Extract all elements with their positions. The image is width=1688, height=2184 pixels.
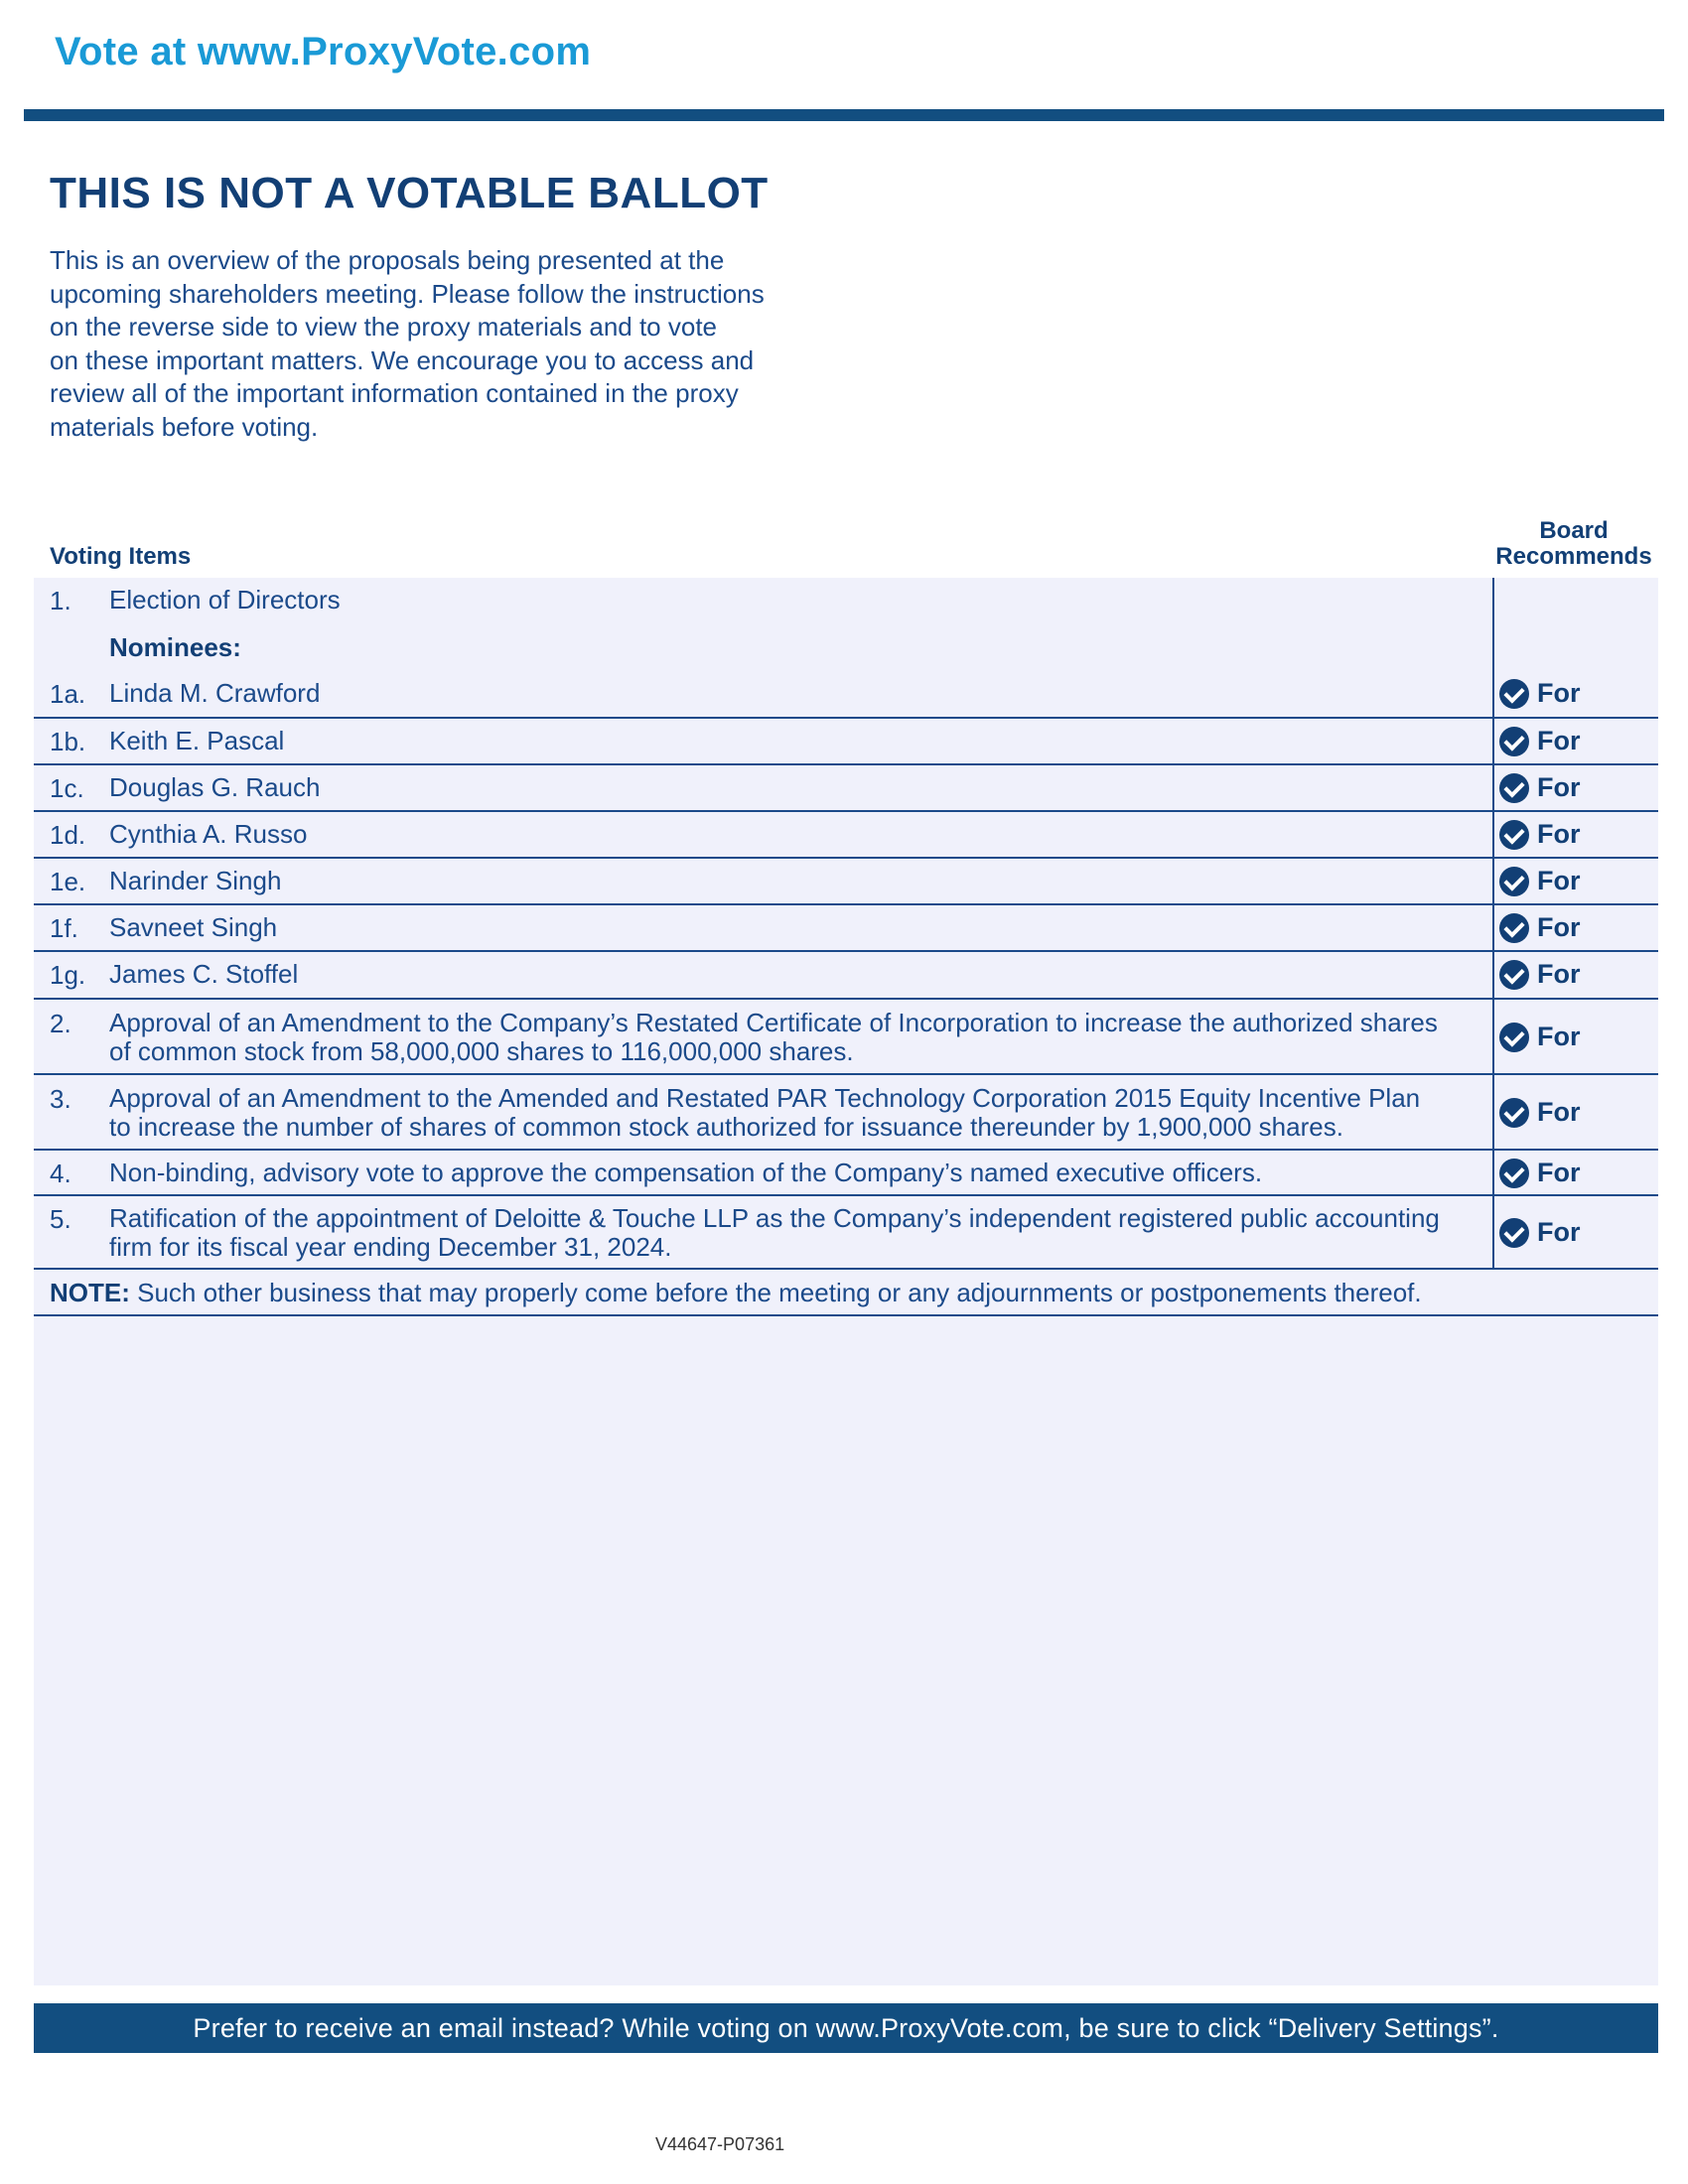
item-text: Election of Directors <box>109 585 341 614</box>
proposal-text <box>109 1204 1489 1262</box>
nominee-row <box>34 812 1658 859</box>
page-title: THIS IS NOT A VOTABLE BALLOT <box>50 169 769 217</box>
check-circle-icon <box>1499 820 1529 850</box>
check-circle-icon <box>1499 913 1529 943</box>
recommendation: For <box>1499 1217 1581 1248</box>
nominee-row <box>34 765 1658 812</box>
recommendation: For <box>1499 912 1581 943</box>
proposal-number: 2. <box>50 1009 71 1038</box>
intro-line: materials before voting. <box>50 411 319 442</box>
note-text: Such other business that may properly come before the meeting or any adjournments or postponements thereof. <box>137 1278 1422 1307</box>
proposal-line: firm for its fiscal year ending December 31, 2024. <box>109 1232 672 1262</box>
board-recommends-header <box>1489 518 1658 570</box>
proposal-line: Approval of an Amendment to the Amended and Restated PAR Technology Corporation 2015 Equity Incentive Plan <box>109 1083 1421 1113</box>
proposal-text <box>109 1009 1489 1066</box>
intro-line: upcoming shareholders meeting. Please follow the instructions <box>50 278 765 309</box>
proposal-text <box>109 1084 1489 1142</box>
delivery-settings-banner <box>34 2003 1658 2053</box>
nominees-label-row <box>34 633 1658 663</box>
recommendation: For <box>1499 1158 1581 1188</box>
nominee-row <box>34 952 1658 1000</box>
nominee-number: 1c. <box>50 773 84 803</box>
intro-line: This is an overview of the proposals being presented at the <box>50 245 725 275</box>
proposal-row <box>34 1151 1658 1196</box>
nominee-name: Douglas G. Rauch <box>109 772 321 802</box>
nominee-row <box>34 905 1658 952</box>
nominee-number: 1d. <box>50 820 86 850</box>
nominee-name: Narinder Singh <box>109 866 282 895</box>
proposal-line: of common stock from 58,000,000 shares to 116,000,000 shares. <box>109 1036 854 1066</box>
proposal-number: 3. <box>50 1084 71 1114</box>
proposal-text <box>109 1159 1489 1187</box>
recommendation: For <box>1499 959 1581 990</box>
intro-line: on the reverse side to view the proxy materials and to vote <box>50 312 718 341</box>
proposal-row <box>34 1000 1658 1075</box>
item-number: 1. <box>50 586 71 615</box>
intro-line: review all of the important information contained in the proxy <box>50 378 739 408</box>
proposal-number: 5. <box>50 1204 71 1234</box>
header-rule <box>24 109 1664 121</box>
nominee-number: 1g. <box>50 960 86 990</box>
proposal-line: Approval of an Amendment to the Company’s Restated Certificate of Incorporation to increase the authorized shares <box>109 1008 1438 1037</box>
nominee-name: James C. Stoffel <box>109 959 299 989</box>
check-circle-icon <box>1499 1218 1529 1248</box>
board-recommends-line1: Board <box>1539 517 1609 544</box>
nominee-row <box>34 859 1658 905</box>
nominees-label: Nominees: <box>109 632 241 662</box>
check-circle-icon <box>1499 1159 1529 1188</box>
document-code: V44647-P07361 <box>655 2134 785 2154</box>
banner-text: Prefer to receive an email instead? While voting on www.ProxyVote.com, be sure to click “Delivery Settings”. <box>193 2012 1499 2043</box>
board-recommends-line2: Recommends <box>1495 543 1652 570</box>
proposal-line: Ratification of the appointment of Deloitte & Touche LLP as the Company’s independent registered public accounting <box>109 1203 1440 1233</box>
recommendation: For <box>1499 1097 1581 1128</box>
recommendation: For <box>1499 1022 1581 1052</box>
recommendation: For <box>1499 772 1581 803</box>
recommendation: For <box>1499 819 1581 850</box>
proposal-number: 4. <box>50 1159 71 1188</box>
proposal-line: to increase the number of shares of common stock authorized for issuance thereunder by 1,900,000 shares. <box>109 1112 1343 1142</box>
nominee-number: 1e. <box>50 867 86 896</box>
intro-line: on these important matters. We encourage you to access and <box>50 344 755 375</box>
check-circle-icon <box>1499 773 1529 803</box>
nominee-number: 1a. <box>50 679 86 709</box>
nominee-number: 1f. <box>50 913 78 943</box>
note-label: NOTE: <box>50 1278 130 1307</box>
item-1-row <box>34 586 1658 615</box>
recommendation: For <box>1499 866 1581 896</box>
note <box>50 1278 1422 1308</box>
nominee-name: Keith E. Pascal <box>109 726 285 755</box>
voting-items-header: Voting Items <box>50 543 192 570</box>
proposal-row <box>34 1196 1658 1270</box>
check-circle-icon <box>1499 679 1529 709</box>
nominee-row <box>34 671 1658 719</box>
note-row <box>34 1270 1658 1316</box>
nominee-name: Cynthia A. Russo <box>109 819 308 849</box>
nominee-number: 1b. <box>50 727 86 756</box>
nominee-row <box>34 719 1658 765</box>
intro-paragraph <box>50 244 804 444</box>
proposal-line: Non-binding, advisory vote to approve the compensation of the Company’s named executive officers. <box>109 1158 1263 1187</box>
header-title: Vote at www.ProxyVote.com <box>55 30 592 73</box>
check-circle-icon <box>1499 867 1529 896</box>
check-circle-icon <box>1499 1023 1529 1052</box>
check-circle-icon <box>1499 727 1529 756</box>
recommendation: For <box>1499 726 1581 756</box>
check-circle-icon <box>1499 1098 1529 1128</box>
nominee-name: Savneet Singh <box>109 912 278 942</box>
check-circle-icon <box>1499 960 1529 990</box>
recommendation: For <box>1499 678 1581 709</box>
nominee-name: Linda M. Crawford <box>109 678 321 708</box>
proposal-row <box>34 1075 1658 1151</box>
